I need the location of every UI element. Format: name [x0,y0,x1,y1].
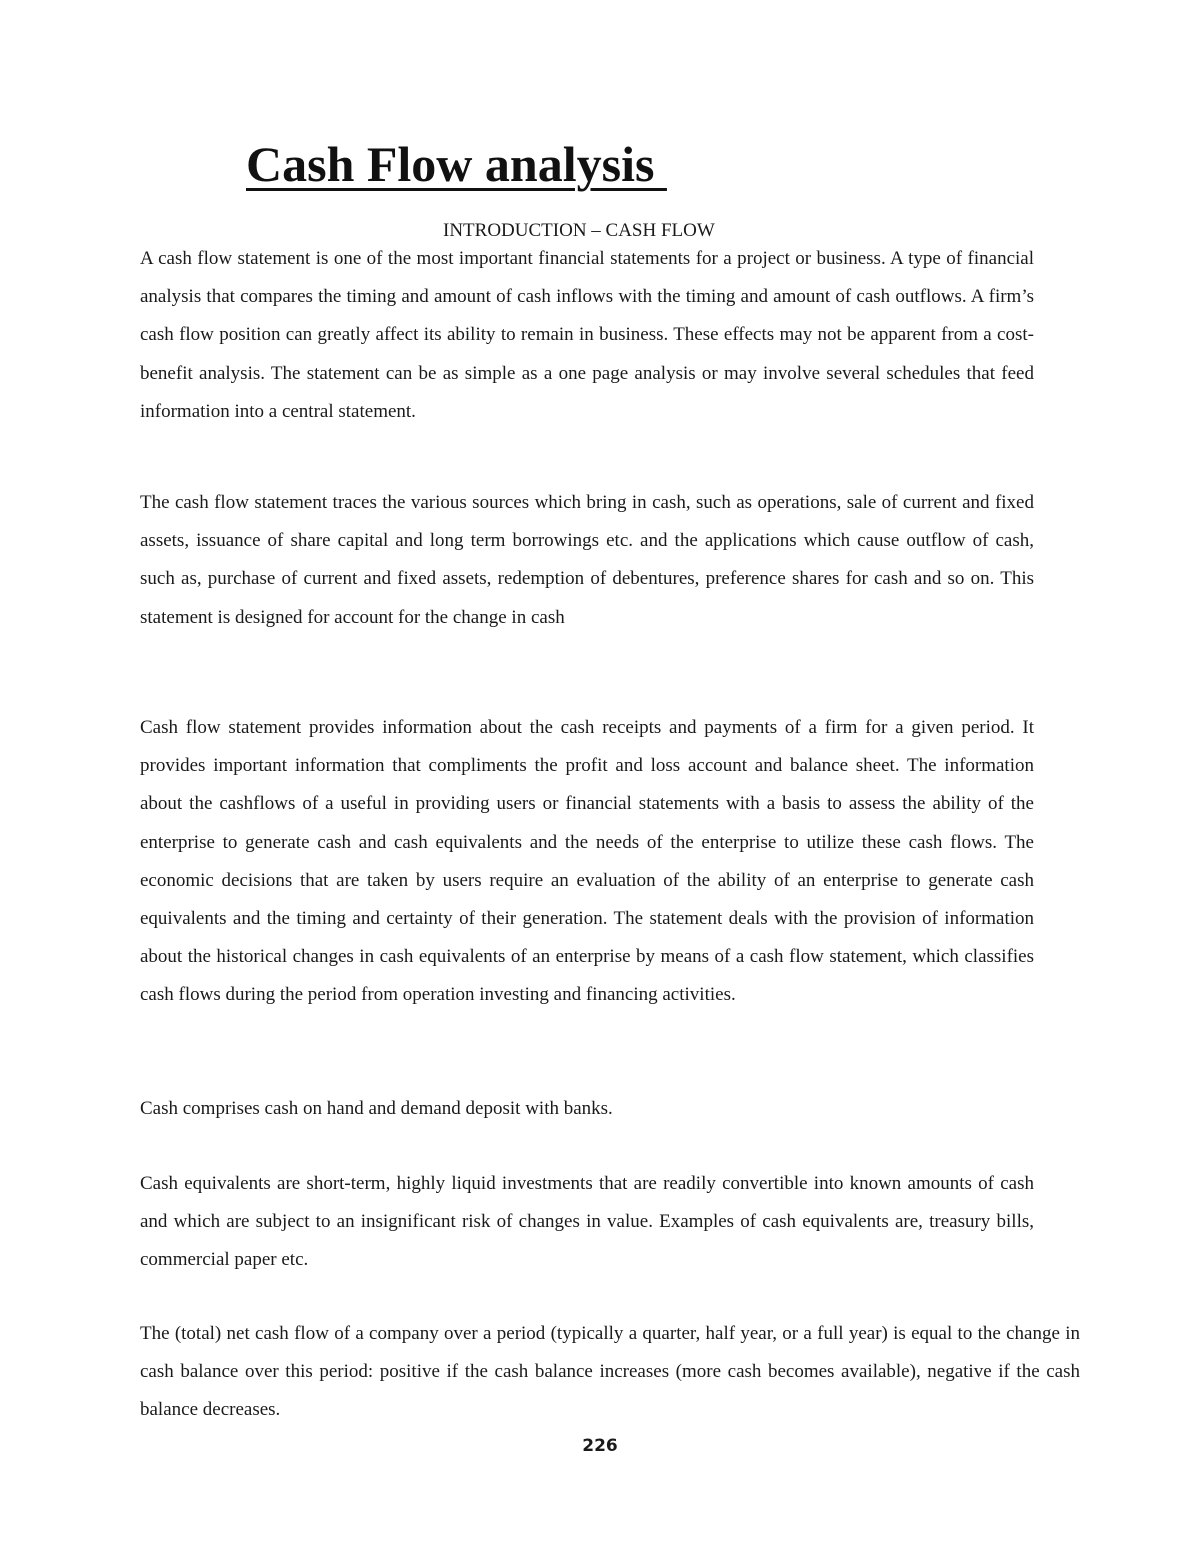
paragraph-sources-applications: The cash flow statement traces the various sources which bring in cash, such as operations, sale of current and fixed assets, issuance of share capital and long term borrowings etc. and the applications which cause outflow of cash, such as, purchase of current and fixed assets, redemption of debentures, preference shares for cash and so on. This statement is designed for account for the change in cash [140,492,1034,628]
paragraph-cash-definition: Cash comprises cash on hand and demand deposit with banks. [140,1098,613,1119]
paragraph-intro: A cash flow statement is one of the most important financial statements for a project or business. A type of financial analysis that compares the timing and amount of cash inflows with the timing and amount of cash outflows. A firm’s cash flow position can greatly affect its ability to remain in business. These effects may not be apparent from a cost-benefit analysis. The statement can be as simple as a one page analysis or may involve several schedules that feed information into a central statement. [140,248,1034,422]
section-heading: INTRODUCTION – CASH FLOW [443,220,715,241]
document-title: Cash Flow analysis [246,136,667,192]
page-number: 226 [582,1436,618,1456]
paragraph-cash-equivalents: Cash equivalents are short-term, highly liquid investments that are readily convertible into known amounts of cash and which are subject to an insignificant risk of changes in value. Examples of cash equivalents are, treasury bills, commercial paper etc. [140,1173,1034,1271]
paragraph-cash-flow-statement: Cash flow statement provides information about the cash receipts and payments of a firm for a given period. It provides important information that compliments the profit and loss account and balance sheet. The information about the cashflows of a useful in providing users or financial statements with a basis to assess the ability of the enterprise to generate cash and cash equivalents and the needs of the enterprise to utilize these cash flows. The economic decisions that are taken by users require an evaluation of the ability of an enterprise to generate cash equivalents and the timing and certainty of their generation. The statement deals with the provision of information about the historical changes in cash equivalents of an enterprise by means of a cash flow statement, which classifies cash flows during the period from operation investing and financing activities. [140,717,1034,1006]
paragraph-net-cash-flow: The (total) net cash flow of a company over a period (typically a quarter, half year, or a full year) is equal to the change in cash balance over this period: positive if the cash balance increases (more cash becomes available), negative if the cash balance decreases. [140,1323,1080,1421]
